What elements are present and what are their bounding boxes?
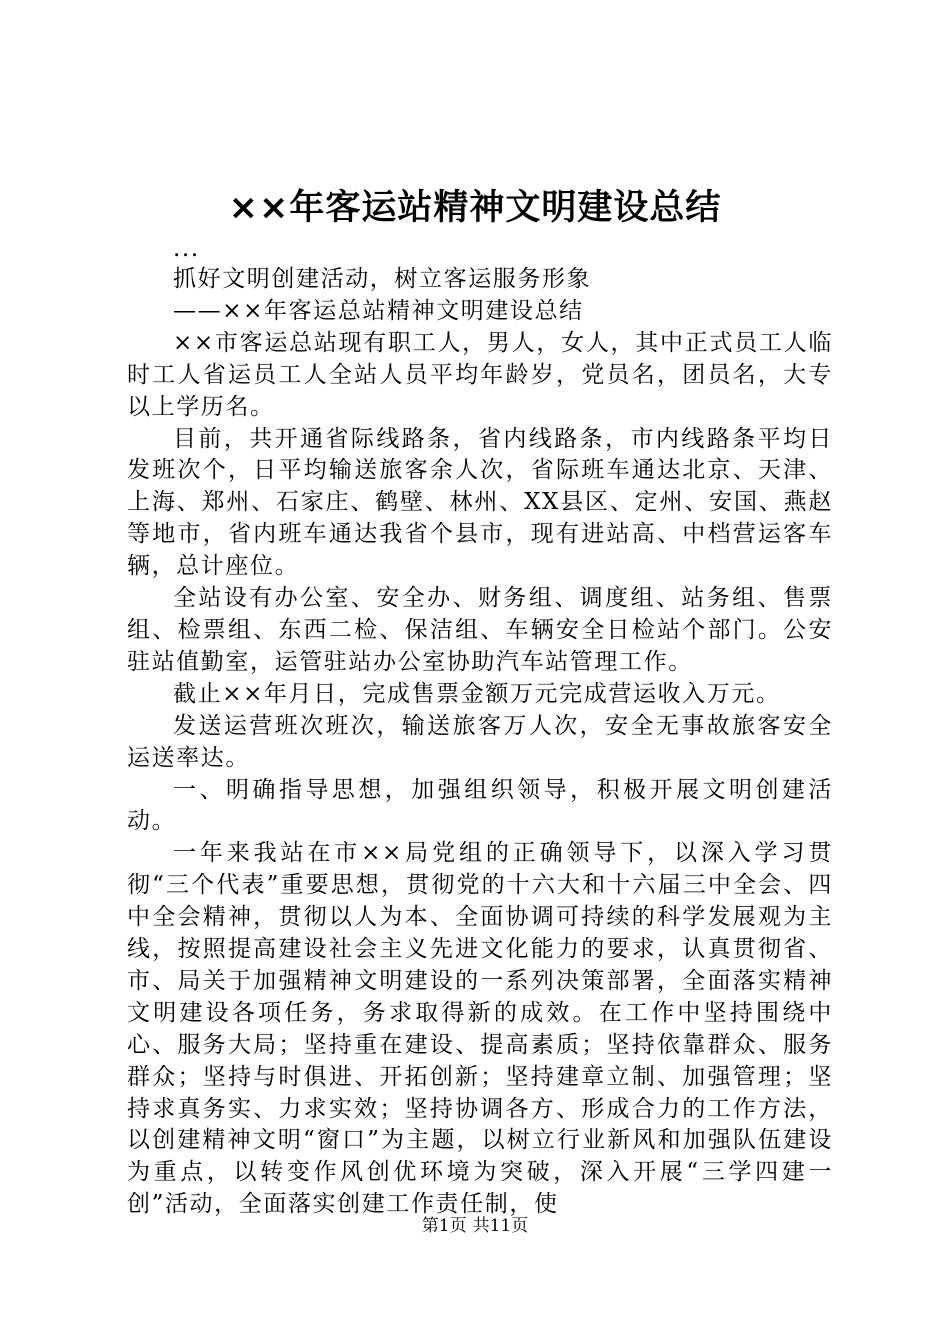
body-paragraph: 发送运营班次班次，输送旅客万人次，安全无事故旅客安全运送率达。 — [127, 712, 833, 771]
page-footer — [0, 1214, 950, 1238]
document-title: ××年客运站精神文明建设总结 — [228, 188, 722, 228]
subtitle-dash-line: ——××年客运总站精神文明建设总结 — [173, 297, 584, 324]
body-paragraph: 截止××年月日，完成售票金额万元完成营运收入万元。 — [173, 680, 781, 707]
page-number: 第1页 — [421, 1216, 467, 1236]
page-total: 共11页 — [472, 1216, 529, 1236]
subtitle-line: 抓好文明创建活动，树立客运服务形象 — [173, 266, 592, 292]
body-paragraph: 一年来我站在市××局党组的正确领导下，以深入学习贯彻“三个代表”重要思想，贯彻党的十六大和十六届三中全会、四中全会精神，贯彻以人为本、全面协调可持续的科学发展观为主线，按照提高建设社会主义先进文化能力的要求，认真贯彻省、市、局关于加强精神文明建设的一系列决策部署，全面落实精神文明建设各项任务，务求取得新的成效。在工作中坚持围绕中心、服务大局；坚持重在建设、提高素质；坚持依靠群众、服务群众；坚持与时俱进、开拓创新；坚持建章立制、加强管理；坚持求真务实、力求实效；坚持协调各方、形成合力的工作方法，以创建精神文明“窗口”为主题，以树立行业新风和加强队伍建设为重点，以转变作风创优环境为突破，深入开展“三学四建一创”活动，全面落实创建工作责任制，使 — [127, 840, 833, 1218]
ellipsis-line: ... — [173, 236, 200, 262]
body-paragraph: ××市客运总站现有职工人，男人，女人，其中正式员工人临时工人省运员工人全站人员平均年龄岁，党员名，团员名，大专以上学历名。 — [127, 329, 833, 420]
body-paragraph: 全站设有办公室、安全办、财务组、调度组、站务组、售票组、检票组、东西二检、保洁组、车辆安全日检站个部门。公安驻站值勤室，运管驻站办公室协助汽车站管理工作。 — [127, 585, 833, 675]
document-body — [127, 238, 833, 1221]
body-paragraph: 目前，共开通省际线路条，省内线路条，市内线路条平均日发班次个，日平均输送旅客余人次，省际班车通达北京、天津、上海、郑州、石家庄、鹤壁、林州、XX县区、定州、安国、燕赵等地市，省内班车通达我省个县市，现有进站高、中档营运客车辆，总计座位。 — [127, 425, 833, 580]
section-heading: 一、明确指导思想，加强组织领导，积极开展文明创建活动。 — [127, 776, 833, 835]
